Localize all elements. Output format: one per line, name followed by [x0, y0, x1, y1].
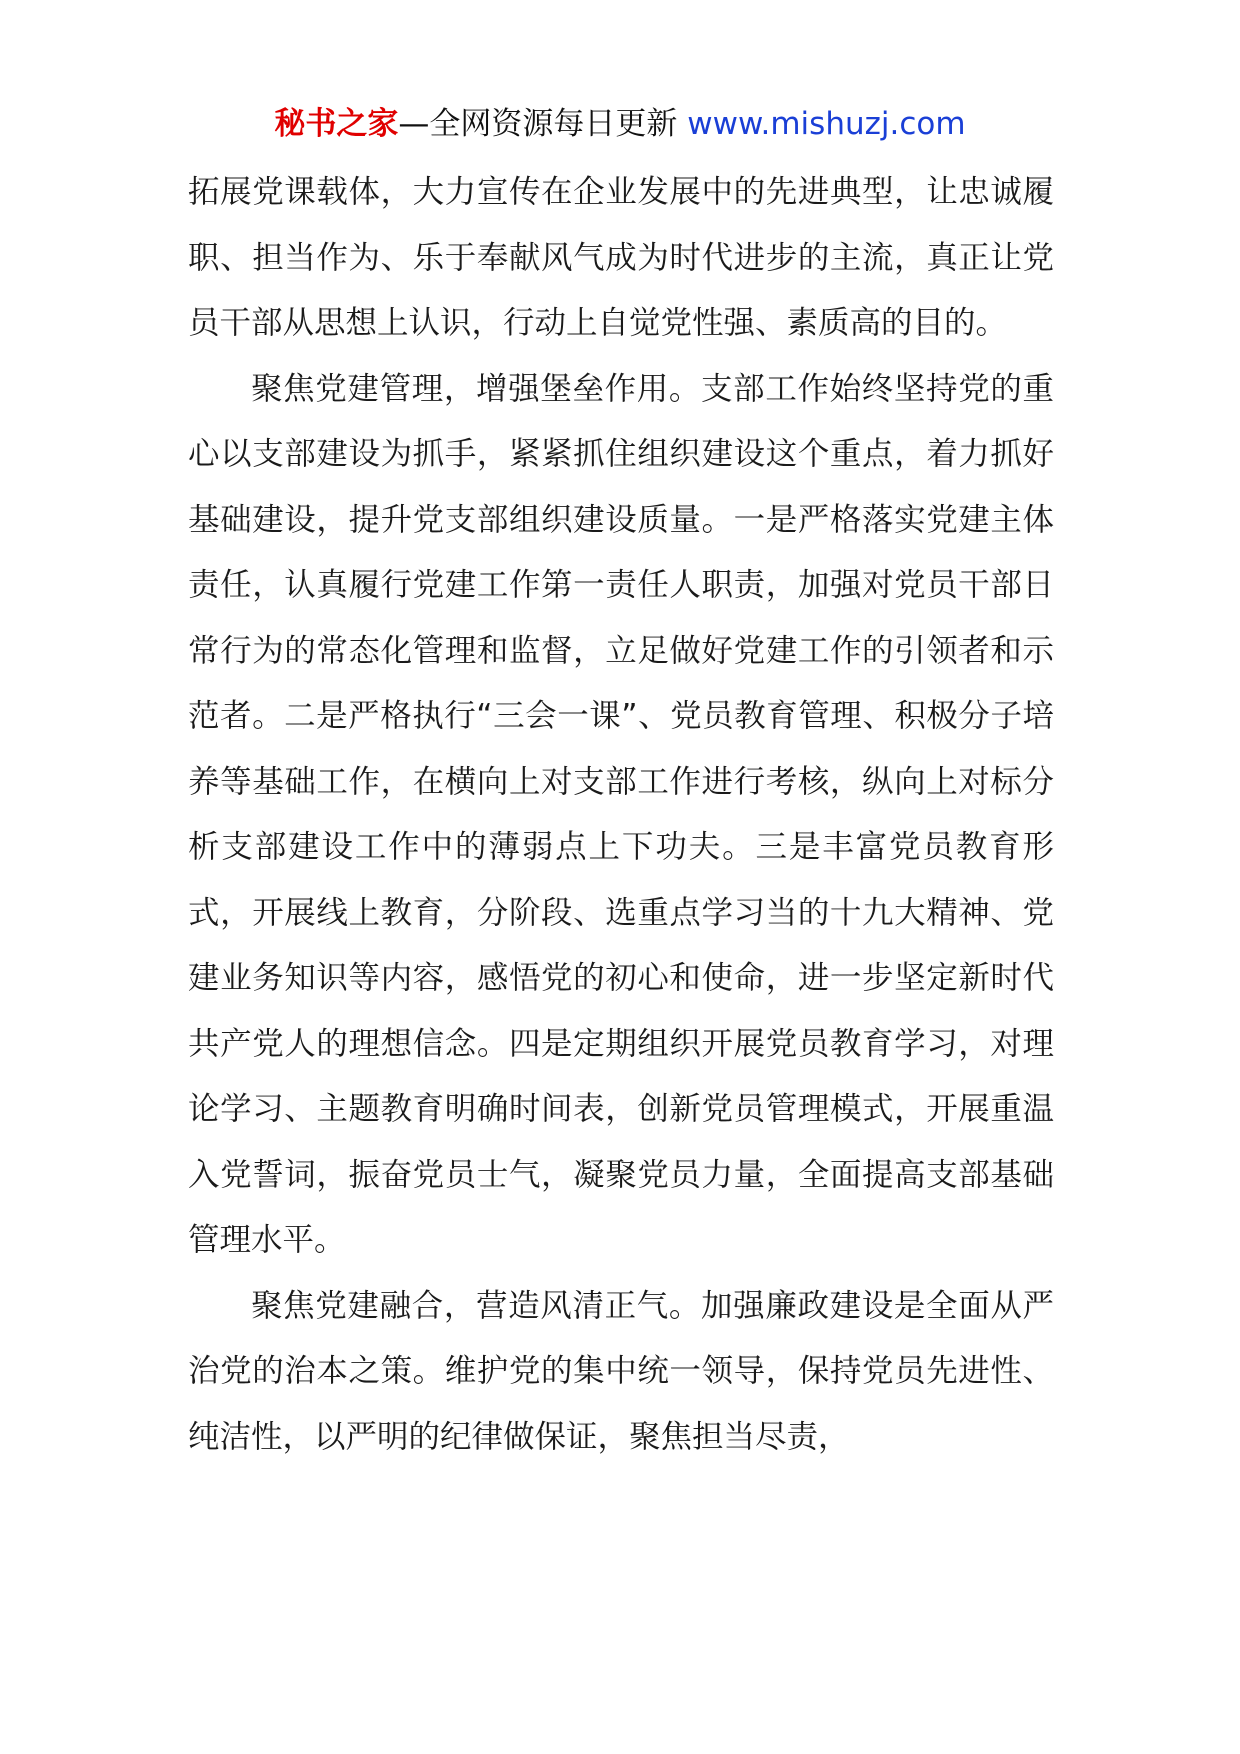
brand-name: 秘书之家 [274, 106, 399, 142]
paragraph-continued: 拓展党课载体，大力宣传在企业发展中的先进典型，让忠诚履职、担当作为、乐于奉献风气成为时代进步的主流，真正让党员干部从思想上认识，行动上自觉党性强、素质高的目的。 [188, 174, 1054, 341]
header-tagline: —全网资源每日更新 [398, 106, 678, 142]
page-header [0, 104, 1240, 144]
paragraph-party-integration: 聚焦党建融合，营造风清正气。加强廉政建设是全面从严治党的治本之策。维护党的集中统一领导，保持党员先进性、纯洁性，以严明的纪律做保证，聚焦担当尽责， [188, 1287, 1054, 1455]
document-body [188, 160, 1054, 1470]
paragraph-party-management: 聚焦党建管理，增强堡垒作用。支部工作始终坚持党的重心以支部建设为抓手，紧紧抓住组织建设这个重点，着力抓好基础建设，提升党支部组织建设质量。一是严格落实党建主体责任，认真履行党建工作第一责任人职责，加强对党员干部日常行为的常态化管理和监督，立足做好党建工作的引领者和示范者。二是严格执行“三会一课”、党员教育管理、积极分子培养等基础工作，在横向上对支部工作进行考核，纵向上对标分析支部建设工作中的薄弱点上下功夫。三是丰富党员教育形式，开展线上教育，分阶段、选重点学习当的十九大精神、党建业务知识等内容，感悟党的初心和使命，进一步坚定新时代共产党人的理想信念。四是定期组织开展党员教育学习，对理论学习、主题教育明确时间表，创新党员管理模式，开展重温入党誓词，振奋党员士气，凝聚党员力量，全面提高支部基础管理水平。 [188, 370, 1054, 1258]
site-url-link[interactable]: www.mishuzj.com [687, 106, 966, 142]
